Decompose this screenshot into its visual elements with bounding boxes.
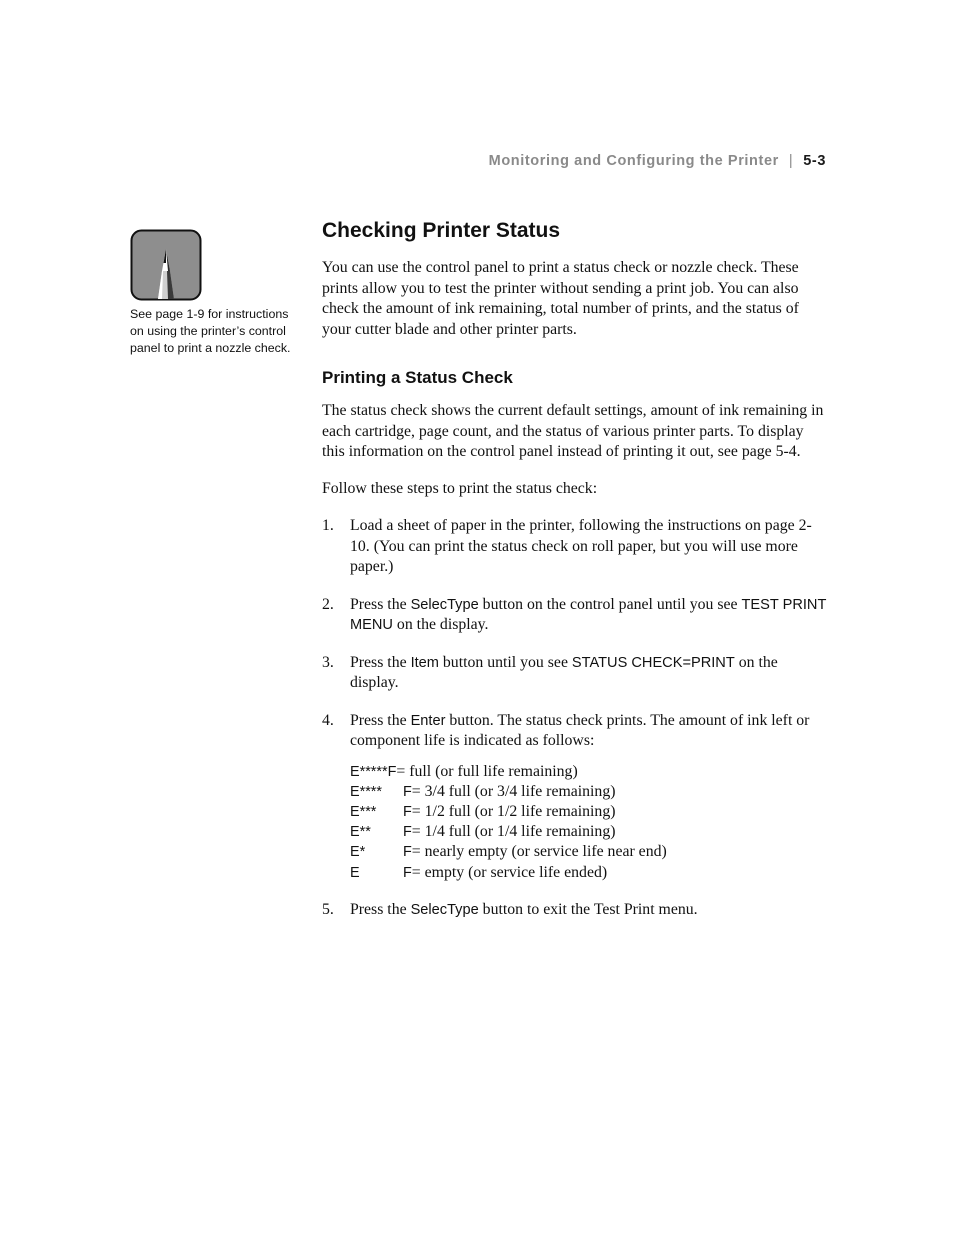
step-number: 2. [322,595,334,613]
legend-desc: = nearly empty (or service life near end) [411,843,667,861]
legend-desc: = 1/4 full (or 1/4 life remaining) [411,823,616,841]
step-5 [322,900,830,921]
step-text: on the display. [392,616,489,633]
legend-code: E*** [350,803,377,820]
display-message: TEST PRINT MENU [350,596,827,633]
step-text: Press the [350,653,411,671]
legend-row [350,762,830,782]
section-intro: You can use the control panel to print a status check or nozzle check. These prints allow you to test the printer without sending a print job. You can also check the amount of ink remaining, total number of prints, and the status of your cutter blade and other printer parts. [322,259,799,338]
legend-f: F [403,864,412,881]
legend-desc: = 3/4 full (or 3/4 life remaining) [411,782,616,800]
item-button-label: Item [410,654,439,671]
step-text: button until you see [438,653,572,671]
step-text: Press the [350,711,411,729]
legend-row [350,802,830,822]
legend-code: E** [350,824,371,841]
step-3 [322,653,830,694]
sidebar-note-text: See page 1-9 for instructions on using the printer’s control panel to print a nozzle check. [130,307,291,355]
step-number: 3. [322,653,334,671]
legend-f: F [403,844,412,861]
legend-f: F [403,803,412,820]
chapter-title: Monitoring and Configuring the Printer [488,153,779,169]
legend-code: E**** [350,783,382,800]
legend-row [350,863,830,883]
display-message: STATUS CHECK=PRINT [571,654,735,671]
legend-code: E [350,864,360,881]
main-content [322,216,830,920]
legend-row [350,822,830,842]
step-4 [322,711,830,883]
ink-level-legend [350,762,830,883]
legend-f: F [387,763,397,780]
legend-code: E***** [350,763,388,780]
section-title: Checking Printer Status [322,219,561,242]
legend-f: F [403,783,412,800]
step-text: on the display. [350,653,778,691]
step-number: 5. [322,900,334,918]
enter-button-label: Enter [410,712,446,729]
step-number: 4. [322,711,334,729]
subsection-paragraph-1: The status check shows the current default settings, amount of ink remaining in each cartridge, page count, and the status of various printer parts. To display this information on the control panel instead of printing it out, see page 5-4. [322,402,824,460]
legend-desc: = full (or full life remaining) [396,762,578,780]
step-text: button on the control panel until you see [478,595,742,613]
subsection-paragraph-2: Follow these steps to print the status check: [322,479,598,497]
legend-row [350,842,830,862]
subsection-title: Printing a Status Check [322,368,513,387]
legend-f: F [403,824,412,841]
step-text: button to exit the Test Print menu. [478,900,698,918]
step-1 [322,516,830,578]
header-separator: | [788,153,794,169]
step-number: 1. [322,517,334,534]
step-text: button. The status check prints. The amount of ink left or component life is indicated as follows: [350,711,810,749]
legend-row [350,782,830,802]
step-text: Press the [350,595,411,613]
running-header [489,153,826,169]
legend-code: E* [350,844,366,861]
step-2 [322,595,830,636]
legend-desc: = empty (or service life ended) [411,863,608,881]
pencil-note-icon [130,229,202,301]
selectype-button-label: SelecType [410,901,479,918]
steps-list [322,516,830,920]
step-text: Load a sheet of paper in the printer, following the instructions on page 2-10. (You can print the status check on roll paper, but you will use more paper.) [350,517,812,575]
legend-desc: = 1/2 full (or 1/2 life remaining) [411,802,616,820]
page-number: 5-3 [803,153,826,169]
step-text: Press the [350,900,411,918]
selectype-button-label: SelecType [410,596,479,613]
